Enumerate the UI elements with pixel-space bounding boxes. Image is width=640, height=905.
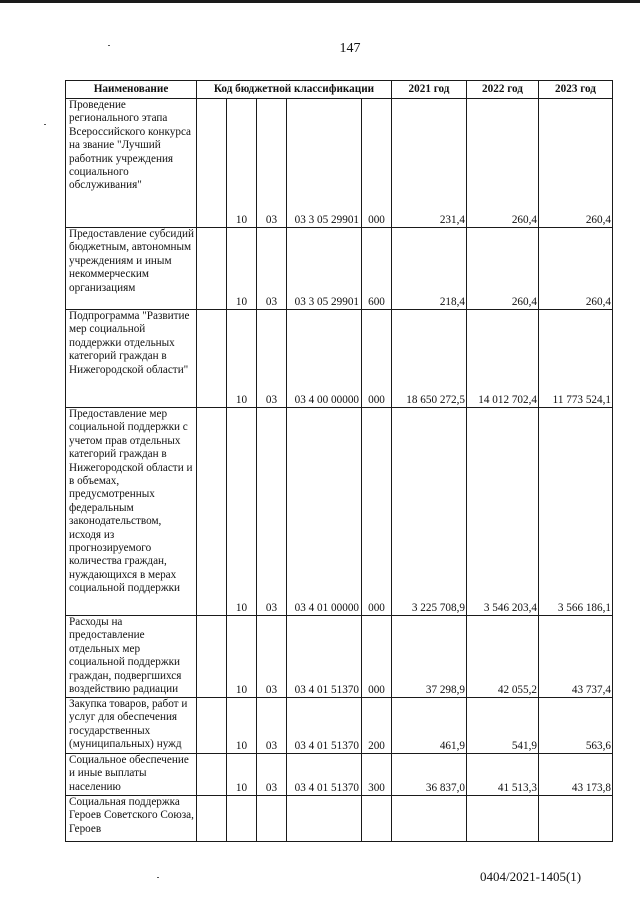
row-value-2023: 43 173,8 bbox=[539, 754, 613, 796]
row-value-2023 bbox=[539, 796, 613, 842]
row-expense-type: 000 bbox=[362, 408, 392, 616]
document-code: 0404/2021-1405(1) bbox=[480, 869, 582, 884]
row-value-2022: 260,4 bbox=[467, 99, 539, 228]
row-target-article: 03 3 05 29901 bbox=[287, 99, 362, 228]
row-value-2021: 18 650 272,5 bbox=[392, 310, 467, 408]
row-name: Закупка товаров, работ и услуг для обеспечения государственных (муниципальных) нужд bbox=[66, 698, 197, 754]
row-subsection bbox=[257, 796, 287, 842]
table-row bbox=[66, 796, 613, 842]
row-value-2021: 37 298,9 bbox=[392, 616, 467, 698]
scan-speck bbox=[44, 124, 46, 125]
row-value-2021 bbox=[392, 796, 467, 842]
row-empty-cell bbox=[197, 310, 227, 408]
row-target-article: 03 4 00 00000 bbox=[287, 310, 362, 408]
row-value-2022 bbox=[467, 796, 539, 842]
row-subsection: 03 bbox=[257, 616, 287, 698]
row-value-2021: 218,4 bbox=[392, 228, 467, 310]
row-target-article: 03 4 01 00000 bbox=[287, 408, 362, 616]
header-budget-code: Код бюджетной классификации bbox=[197, 81, 392, 99]
row-expense-type: 300 bbox=[362, 754, 392, 796]
table-row bbox=[66, 408, 613, 616]
row-section bbox=[227, 796, 257, 842]
table-row bbox=[66, 310, 613, 408]
page-number: 147 bbox=[339, 41, 361, 56]
row-name: Социальное обеспечение и иные выплаты населению bbox=[66, 754, 197, 796]
row-value-2023: 563,6 bbox=[539, 698, 613, 754]
table-row bbox=[66, 698, 613, 754]
row-expense-type: 000 bbox=[362, 310, 392, 408]
row-target-article: 03 3 05 29901 bbox=[287, 228, 362, 310]
row-target-article: 03 4 01 51370 bbox=[287, 698, 362, 754]
row-subsection: 03 bbox=[257, 228, 287, 310]
row-section: 10 bbox=[227, 99, 257, 228]
row-value-2022: 541,9 bbox=[467, 698, 539, 754]
row-subsection: 03 bbox=[257, 698, 287, 754]
row-name: Предоставление мер социальной поддержки с учетом прав отдельных категорий граждан в Нижегородской области и в объемах, предусмотренных федеральным законодательством, исходя из прогнозируемого количества граждан, нуждающихся в мерах социальной поддержки bbox=[66, 408, 197, 616]
row-value-2021: 231,4 bbox=[392, 99, 467, 228]
row-target-article: 03 4 01 51370 bbox=[287, 754, 362, 796]
row-name: Расходы на предоставление отдельных мер социальной поддержки граждан, подвергшихся воздействию радиации bbox=[66, 616, 197, 698]
row-empty-cell bbox=[197, 616, 227, 698]
top-border-line bbox=[0, 0, 640, 3]
row-empty-cell bbox=[197, 99, 227, 228]
table-row bbox=[66, 754, 613, 796]
row-subsection: 03 bbox=[257, 99, 287, 228]
row-empty-cell bbox=[197, 408, 227, 616]
table-row bbox=[66, 616, 613, 698]
row-target-article: 03 4 01 51370 bbox=[287, 616, 362, 698]
table-row bbox=[66, 99, 613, 228]
row-value-2023: 3 566 186,1 bbox=[539, 408, 613, 616]
row-expense-type bbox=[362, 796, 392, 842]
row-value-2023: 43 737,4 bbox=[539, 616, 613, 698]
row-value-2022: 3 546 203,4 bbox=[467, 408, 539, 616]
header-2023: 2023 год bbox=[539, 81, 613, 99]
row-expense-type: 200 bbox=[362, 698, 392, 754]
table-header-row bbox=[66, 81, 613, 99]
row-value-2021: 461,9 bbox=[392, 698, 467, 754]
header-2021: 2021 год bbox=[392, 81, 467, 99]
row-value-2021: 36 837,0 bbox=[392, 754, 467, 796]
row-empty-cell bbox=[197, 698, 227, 754]
row-section: 10 bbox=[227, 408, 257, 616]
row-subsection: 03 bbox=[257, 310, 287, 408]
row-expense-type: 000 bbox=[362, 99, 392, 228]
row-value-2023: 11 773 524,1 bbox=[539, 310, 613, 408]
row-section: 10 bbox=[227, 310, 257, 408]
row-section: 10 bbox=[227, 698, 257, 754]
row-empty-cell bbox=[197, 796, 227, 842]
header-2022: 2022 год bbox=[467, 81, 539, 99]
row-value-2022: 260,4 bbox=[467, 228, 539, 310]
row-name: Проведение регионального этапа Всероссийского конкурса на звание "Лучший работник учреждения социального обслуживания" bbox=[66, 99, 197, 228]
table-row bbox=[66, 228, 613, 310]
row-value-2023: 260,4 bbox=[539, 99, 613, 228]
row-value-2022: 14 012 702,4 bbox=[467, 310, 539, 408]
row-section: 10 bbox=[227, 616, 257, 698]
row-name: Социальная поддержка Героев Советского Союза, Героев bbox=[66, 796, 197, 842]
scan-speck bbox=[108, 45, 110, 46]
row-section: 10 bbox=[227, 754, 257, 796]
row-empty-cell bbox=[197, 754, 227, 796]
row-value-2023: 260,4 bbox=[539, 228, 613, 310]
row-name: Предоставление субсидий бюджетным, автономным учреждениям и иным некоммерческим организациям bbox=[66, 228, 197, 310]
scan-speck bbox=[157, 877, 159, 878]
budget-table bbox=[65, 80, 613, 842]
row-expense-type: 600 bbox=[362, 228, 392, 310]
row-name: Подпрограмма "Развитие мер социальной поддержки отдельных категорий граждан в Нижегородской области" bbox=[66, 310, 197, 408]
row-value-2021: 3 225 708,9 bbox=[392, 408, 467, 616]
header-name: Наименование bbox=[66, 81, 197, 99]
row-subsection: 03 bbox=[257, 408, 287, 616]
row-expense-type: 000 bbox=[362, 616, 392, 698]
row-value-2022: 41 513,3 bbox=[467, 754, 539, 796]
row-target-article bbox=[287, 796, 362, 842]
row-section: 10 bbox=[227, 228, 257, 310]
row-empty-cell bbox=[197, 228, 227, 310]
row-value-2022: 42 055,2 bbox=[467, 616, 539, 698]
row-subsection: 03 bbox=[257, 754, 287, 796]
